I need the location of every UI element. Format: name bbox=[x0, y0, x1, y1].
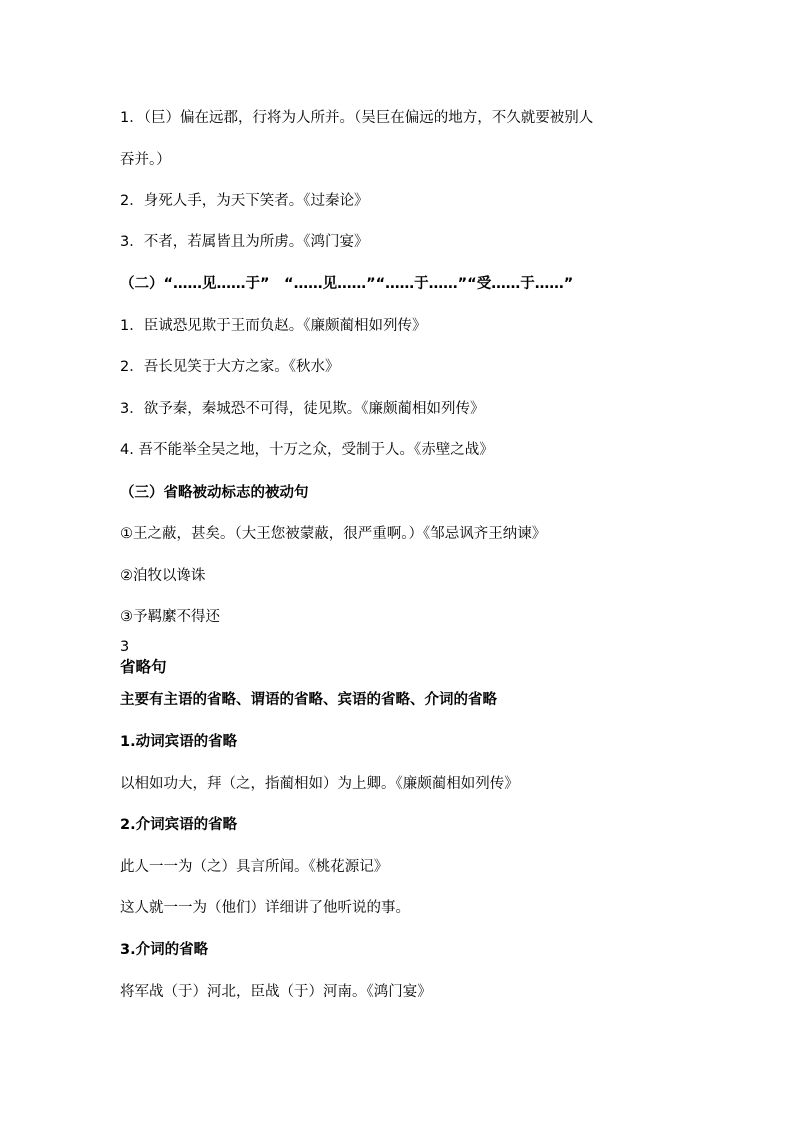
subsection-heading-verb-object: 1.动词宾语的省略 bbox=[120, 734, 238, 750]
section-heading: 省略句 bbox=[120, 658, 167, 676]
text-line-14: 这人就一一为（他们）详细讲了他听说的事。 bbox=[120, 900, 410, 916]
text-line-8: 4. 吾不能举全吴之地，十万之众，受制于人。《赤壁之战》 bbox=[120, 442, 494, 458]
section-number: 3 bbox=[120, 639, 130, 655]
subsection-heading-2: （二）“……见……于” “……见……”“……于……”“受……于……” bbox=[120, 276, 574, 292]
text-line-10: ②洎牧以谗诛 bbox=[120, 568, 206, 584]
text-line-9: ①王之蔽，甚矣。（大王您被蒙蔽，很严重啊。）《邹忌讽齐王纳谏》 bbox=[120, 526, 547, 542]
subsection-heading-3: （三）省略被动标志的被动句 bbox=[120, 485, 309, 501]
text-line-5: 1．臣诚恐见欺于王而负赵。《廉颇蔺相如列传》 bbox=[120, 318, 427, 334]
text-line-3: 2．身死人手，为天下笑者。《过秦论》 bbox=[120, 193, 369, 209]
subsection-heading-prep-object: 2.介词宾语的省略 bbox=[120, 817, 238, 833]
text-line-6: 2．吾长见笑于大方之家。《秋水》 bbox=[120, 359, 340, 375]
text-line-7: 3．欲予秦，秦城恐不可得，徒见欺。《廉颇蔺相如列传》 bbox=[120, 401, 485, 417]
section-summary: 主要有主语的省略、谓语的省略、宾语的省略、介词的省略 bbox=[120, 692, 497, 708]
text-line-4: 3．不者，若属皆且为所虏。《鸿门宴》 bbox=[120, 234, 369, 250]
text-line-11: ③予羁縻不得还 bbox=[120, 609, 220, 625]
text-line-15: 将军战（于）河北，臣战（于）河南。《鸿门宴》 bbox=[120, 984, 432, 1000]
subsection-heading-prep: 3.介词的省略 bbox=[120, 942, 209, 958]
text-line-1: 1．（巨）偏在远郡，行将为人所并。（吴巨在偏远的地方，不久就要被别人 bbox=[120, 110, 594, 126]
text-line-13: 此人一一为（之）具言所闻。《桃花源记》 bbox=[120, 859, 389, 875]
text-line-12: 以相如功大，拜（之，指蔺相如）为上卿。《廉颇蔺相如列传》 bbox=[120, 776, 519, 792]
text-line-2: 吞并。） bbox=[120, 152, 171, 168]
